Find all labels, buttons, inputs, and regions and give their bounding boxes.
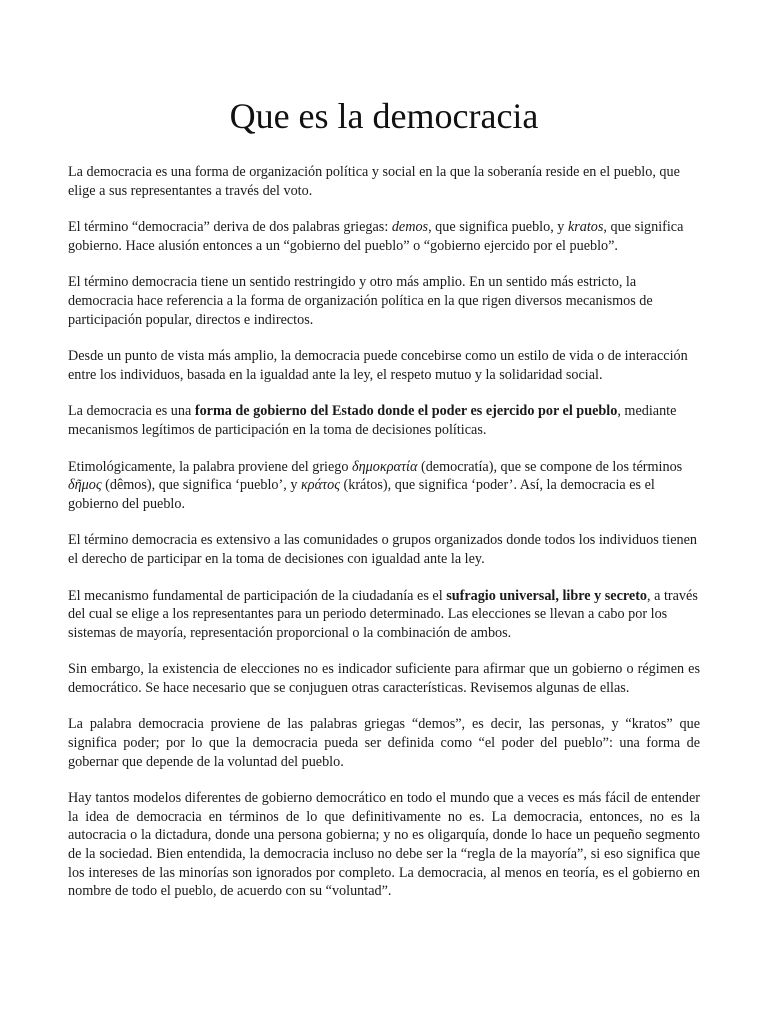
paragraph-elections: Sin embargo, la existencia de elecciones no es indicador suficiente para afirmar que un gobierno o régimen es democrático. Se hace necesario que se conjuguen otras características. Revisemos algunas de ellas.	[68, 661, 700, 696]
greek-word-demos: δῆμος	[68, 477, 102, 494]
paragraph-word-origin: La palabra democracia proviene de las palabras griegas “demos”, es decir, las personas, y “kratos” que significa poder; por lo que la democracia pueda ser definida como “el poder del pueblo”: una forma de gobernar que depende de la voluntad del pueblo.	[68, 716, 700, 770]
text-run: , mediante mecanismos legítimos de participación en la toma de decisiones políticas.	[68, 403, 677, 438]
italic-term-kratos: kratos	[567, 219, 604, 236]
document-page	[68, 92, 700, 919]
text-run: (dêmos), que significa ‘pueblo’, y	[101, 477, 301, 494]
text-run: (krátos), que significa ‘poder’. Así, la democracia es el gobierno del pueblo.	[68, 477, 655, 512]
paragraph-suffrage	[68, 587, 700, 643]
text-run: La democracia es una	[68, 403, 195, 420]
paragraph-definition: La democracia es una forma de organización política y social en la que la soberanía reside en el pueblo, que elige a sus representantes a través del voto.	[68, 164, 680, 199]
paragraph-restricted-sense: El término democracia tiene un sentido restringido y otro más amplio. En un sentido más estricto, la democracia hace referencia a la forma de organización política en la que rigen diversos mecanismos de participación popular, directos e indirectos.	[68, 274, 653, 328]
text-run: , que significa gobierno. Hace alusión entonces a un “gobierno del pueblo” o “gobierno ejercido por el pueblo”.	[68, 219, 684, 254]
greek-word-kratos: κράτος	[300, 477, 340, 494]
text-run: , a través del cual se elige a los representantes para un periodo determinado. Las elecciones se llevan a cabo por los sistemas de mayoría, representación proporcional o la combinación de ambos.	[68, 587, 698, 641]
page-title: Que es la democracia	[229, 96, 539, 136]
bold-suffrage: sufragio universal, libre y secreto	[446, 587, 648, 604]
text-run: , que significa pueblo, y	[428, 219, 568, 236]
paragraph-greek-etymology	[68, 458, 700, 514]
italic-term-demos: demos	[391, 219, 429, 236]
paragraph-broad-sense: Desde un punto de vista más amplio, la democracia puede concebirse como un estilo de vida o de interacción entre los individuos, basada en la igualdad ante la ley, el respeto mutuo y la solidaridad social.	[68, 348, 688, 383]
text-run: El término “democracia” deriva de dos palabras griegas:	[68, 219, 392, 236]
greek-word-demokratia: δημοκρατία	[352, 458, 418, 475]
paragraph-models: Hay tantos modelos diferentes de gobierno democrático en todo el mundo que a veces es más fácil de entender la idea de democracia en términos de lo que definitivamente no es. La democracia, entonces, no es la autocracia o la dictadura, donde una persona gobierna; y no es oligarquía, donde lo hace un pequeño segmento de la sociedad. Bien entendida, la democracia incluso no debe ser la “regla de la mayoría”, si eso significa que los intereses de las minorías son ignorados por completo. La democracia, al menos en teoría, es el gobierno en nombre de todo el pueblo, de acuerdo con su “voluntad”.	[68, 790, 700, 900]
paragraph-extensive: El término democracia es extensivo a las comunidades o grupos organizados donde todos los individuos tienen el derecho de participar en la toma de decisiones con igualdad ante la ley.	[68, 532, 697, 567]
text-run: El mecanismo fundamental de participación de la ciudadanía es el	[68, 587, 447, 604]
paragraph-etymology-intro	[68, 218, 700, 255]
paragraph-government-form	[68, 402, 700, 439]
bold-definition: forma de gobierno del Estado donde el poder es ejercido por el pueblo	[194, 403, 618, 420]
text-run: Etimológicamente, la palabra proviene del griego	[68, 458, 353, 475]
text-run: (democratía), que se compone de los términos	[417, 458, 683, 475]
